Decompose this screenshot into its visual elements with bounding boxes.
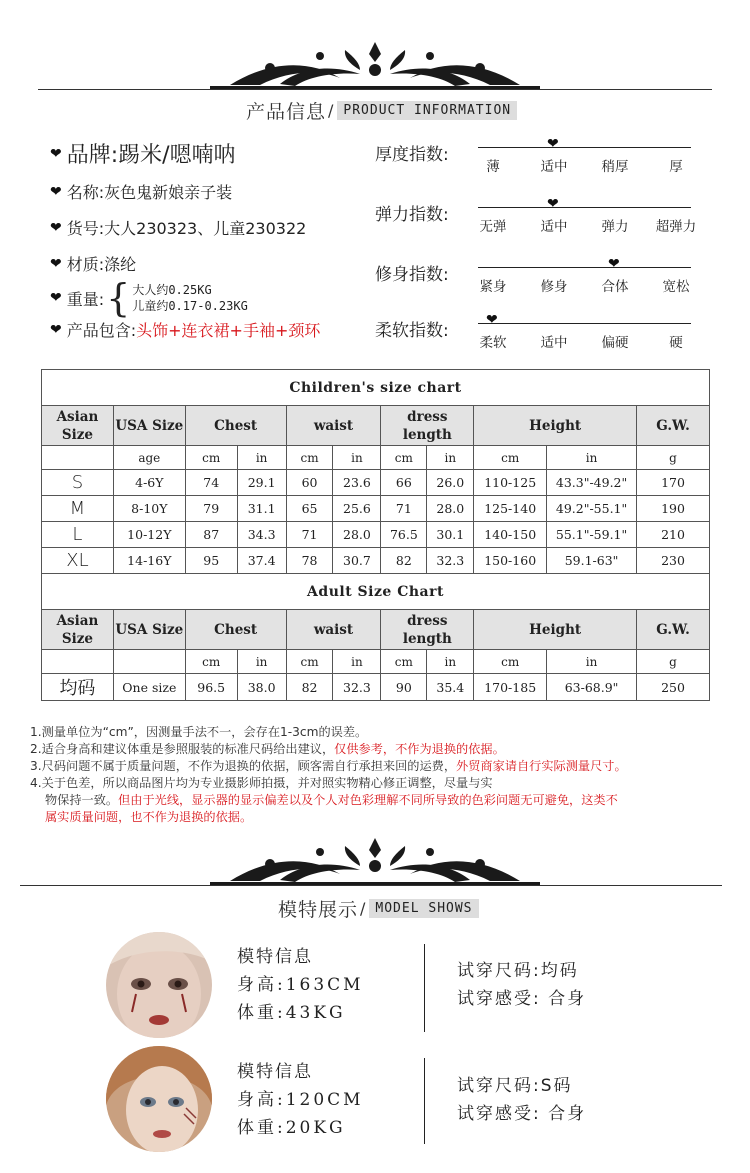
table-cell: 190 (637, 496, 710, 522)
unit-cell (113, 650, 185, 674)
scale-option: 薄 (486, 159, 500, 175)
table-cell: 74 (185, 470, 237, 496)
heart-icon: ❤ (50, 255, 62, 272)
note-2: 2.适合身高和建议体重是参照服装的标准尺码给出建议，仅供参考，不作为退换的依据。 (30, 742, 505, 756)
table-cell: 55.1"-59.1" (547, 522, 637, 548)
fit-feel: 试穿感受: 合身 (457, 1104, 587, 1124)
weight-row: ❤ 重量: { 大人约0.25KG 儿童约0.17-0.23KG (50, 276, 248, 320)
unit-cell: cm (286, 650, 333, 674)
unit-cell: cm (185, 650, 237, 674)
table-cell: 71 (286, 522, 333, 548)
model-weight: 体重:43KG (237, 1003, 346, 1023)
table-cell: 59.1-63" (547, 548, 637, 574)
scale-option: 厚 (669, 159, 683, 175)
scale-title: 修身指数: (375, 265, 449, 285)
scale-option: 修身 (540, 279, 568, 295)
heart-marker-icon: ❤ (608, 256, 620, 272)
table-cell: 35.4 (427, 674, 474, 701)
table-row (42, 496, 710, 522)
scale-option: 柔软 (479, 335, 507, 351)
heart-icon: ❤ (50, 321, 62, 338)
model-height: 身高:163CM (237, 975, 364, 995)
scale-title: 柔软指数: (375, 321, 449, 341)
table-cell: 30.7 (333, 548, 381, 574)
model-shows-title: 模特展示 / MODEL SHOWS (278, 895, 479, 922)
table-cell: 31.1 (237, 496, 286, 522)
scale-line (478, 147, 691, 148)
size-cell: XL (42, 548, 114, 574)
table-cell: 4-6Y (113, 470, 185, 496)
table-cell: 78 (286, 548, 333, 574)
size-cell: L (42, 522, 114, 548)
table-cell: 23.6 (333, 470, 381, 496)
model-photo-adult (106, 932, 212, 1038)
table-cell: 170 (637, 470, 710, 496)
table-cell: 30.1 (427, 522, 474, 548)
table-cell: 49.2"-55.1" (547, 496, 637, 522)
table-cell: 82 (286, 674, 333, 701)
table-cell: 95 (185, 548, 237, 574)
heart-icon: ❤ (50, 145, 62, 162)
divider-line (424, 944, 425, 1032)
sku-row: ❤ 货号: 大人230323、儿童230322 (50, 219, 307, 238)
scale-1 (375, 136, 705, 190)
table-cell: 8-10Y (113, 496, 185, 522)
table-cell: 76.5 (381, 522, 427, 548)
table-cell: 125-140 (474, 496, 547, 522)
adult-chart-caption: Adult Size Chart (42, 574, 710, 610)
table-cell: 110-125 (474, 470, 547, 496)
unit-cell: in (547, 650, 637, 674)
scale-2 (375, 196, 705, 250)
table-cell: 28.0 (333, 522, 381, 548)
scale-line (478, 323, 691, 324)
table-row (42, 674, 710, 701)
table-cell: 10-12Y (113, 522, 185, 548)
table-cell: 32.3 (427, 548, 474, 574)
table-cell: 210 (637, 522, 710, 548)
table-cell: 90 (381, 674, 427, 701)
table-cell: 250 (637, 674, 710, 701)
table-cell: 43.3"-49.2" (547, 470, 637, 496)
heart-marker-icon: ❤ (486, 312, 498, 328)
table-cell: 87 (185, 522, 237, 548)
fit-size: 试穿尺码:均码 (457, 961, 579, 981)
model-info-title: 模特信息 (237, 947, 313, 967)
scale-option: 适中 (540, 335, 568, 351)
heart-marker-icon: ❤ (547, 136, 559, 152)
children-chart-caption: Children's size chart (42, 370, 710, 406)
unit-cell: cm (381, 446, 427, 470)
table-cell: 32.3 (333, 674, 381, 701)
size-cell: M (42, 496, 114, 522)
table-cell: 66 (381, 470, 427, 496)
heart-icon: ❤ (50, 290, 62, 306)
table-row (42, 470, 710, 496)
fit-feel: 试穿感受: 合身 (457, 989, 587, 1009)
size-cell: 均码 (42, 674, 114, 701)
table-cell: 230 (637, 548, 710, 574)
table-cell: 71 (381, 496, 427, 522)
table-cell: 79 (185, 496, 237, 522)
top-ornament (210, 40, 540, 90)
unit-cell: g (637, 446, 710, 470)
scale-option: 硬 (669, 335, 683, 351)
unit-cell: in (333, 446, 381, 470)
scale-option: 适中 (540, 159, 568, 175)
unit-cell: in (333, 650, 381, 674)
model-info-title: 模特信息 (237, 1062, 313, 1082)
note-3: 3.尺码问题不属于质量问题，不作为退换的依据，顾客需自行承担来回的运费，外贸商家请自行实际测量尺寸。 (30, 759, 627, 773)
scale-option: 无弹 (479, 219, 507, 235)
unit-cell: in (427, 446, 474, 470)
unit-cell: in (237, 446, 286, 470)
model-card-2 (0, 1046, 750, 1158)
table-cell: 37.4 (237, 548, 286, 574)
heart-icon: ❤ (50, 183, 62, 200)
weight-child: 儿童约0.17-0.23KG (132, 299, 248, 313)
brand-row: ❤ 品牌: 踢米/嗯喃呐 (50, 143, 236, 168)
heart-icon: ❤ (50, 219, 62, 236)
size-cell: S (42, 470, 114, 496)
name-row: ❤ 名称: 灰色鬼新娘亲子装 (50, 183, 233, 202)
middle-ornament (210, 836, 540, 886)
note-1: 1.测量单位为“cm”，因测量手法不一，会存在1-3cm的误差。 (30, 725, 368, 739)
fit-size: 试穿尺码:S码 (457, 1076, 573, 1096)
children-size-chart: Children's size chart Asian Size USA Size Chest waist dress length Height G.W. age cm in cm in cm in cm in g S 4-6Y 74 29.1 60 23.6 66 26.0 110-125 43.3"-49.2" 170 M 8-10Y 79 31.1 65 25.6 71 28.0 125-140 49.2"-55.1" 190 L 10-12Y 87 34.3 71 28.0 76.5 30.1 140-150 55.1"-59.1" 210 XL 14-16Y 95 37.4 78 30.7 82 32.3 150-160 59.1-63" 230 Adult Size Chart Asian Size USA Size Chest waist dress length Height G.W. cm in cm in cm in cm in g 均码 One size 96.5 38.0 82 32.3 90 35.4 170-185 63-68.9" 250 (41, 369, 710, 701)
table-cell: 82 (381, 548, 427, 574)
scale-option: 适中 (540, 219, 568, 235)
scale-option: 紧身 (479, 279, 507, 295)
table-cell: 28.0 (427, 496, 474, 522)
unit-cell: cm (474, 446, 547, 470)
middle-divider (20, 885, 722, 886)
model-weight: 体重:20KG (237, 1118, 346, 1138)
scale-line (478, 267, 691, 268)
table-cell: 14-16Y (113, 548, 185, 574)
table-cell: 63-68.9" (547, 674, 637, 701)
heart-marker-icon: ❤ (547, 196, 559, 212)
table-cell: 65 (286, 496, 333, 522)
scale-option: 合体 (601, 279, 629, 295)
material-row: ❤ 材质: 涤纶 (50, 255, 137, 274)
table-cell: One size (113, 674, 185, 701)
scale-option: 偏硬 (601, 335, 629, 351)
top-divider (38, 89, 712, 90)
model-height: 身高:120CM (237, 1090, 364, 1110)
table-row (42, 548, 710, 574)
scale-title: 厚度指数: (375, 145, 449, 165)
scale-option: 宽松 (662, 279, 690, 295)
unit-cell: in (237, 650, 286, 674)
table-cell: 25.6 (333, 496, 381, 522)
product-info-title: 产品信息 / PRODUCT INFORMATION (246, 97, 517, 124)
unit-cell: cm (381, 650, 427, 674)
table-cell: 170-185 (474, 674, 547, 701)
unit-cell: age (113, 446, 185, 470)
table-cell: 29.1 (237, 470, 286, 496)
scale-3 (375, 256, 705, 310)
size-notes: 1.测量单位为“cm”，因测量手法不一，会存在1-3cm的误差。 2.适合身高和建议体重是参照服装的标准尺码给出建议，仅供参考，不作为退换的依据。 3.尺码问题不属于质量问题，不作为退换的依据，顾客需自行承担来回的运费，外贸商家请自行实际测量尺寸。 4.关于色差，所以商品图片均为专业摄影师拍摄，并对照实物精心修正调整，尽量与实 物保持一致。但由于光线，显示器的显示偏差以及个人对色彩理解不同所导致的色彩问题无可避免，这类不 属实质量问题，也不作为退换的依据。 (30, 724, 745, 826)
table-cell: 38.0 (237, 674, 286, 701)
scale-option: 稍厚 (601, 159, 629, 175)
model-card-1 (0, 930, 750, 1042)
scale-option: 弹力 (601, 219, 629, 235)
note-4: 4.关于色差，所以商品图片均为专业摄影师拍摄，并对照实物精心修正调整，尽量与实 (30, 776, 493, 790)
scale-4 (375, 312, 705, 366)
package-row: ❤ 产品包含: 头饰+连衣裙+手袖+颈环 (50, 321, 321, 340)
unit-cell: cm (286, 446, 333, 470)
divider-line (424, 1058, 425, 1144)
unit-cell: g (637, 650, 710, 674)
unit-cell: in (547, 446, 637, 470)
model-photo-child (106, 1046, 212, 1152)
table-cell: 150-160 (474, 548, 547, 574)
table-cell: 60 (286, 470, 333, 496)
table-cell: 34.3 (237, 522, 286, 548)
weight-adult: 大人约0.25KG (132, 283, 212, 297)
table-cell: 26.0 (427, 470, 474, 496)
table-row (42, 522, 710, 548)
unit-cell: cm (185, 446, 237, 470)
scale-option: 超弹力 (655, 219, 697, 235)
table-cell: 96.5 (185, 674, 237, 701)
unit-cell: in (427, 650, 474, 674)
table-cell: 140-150 (474, 522, 547, 548)
scale-title: 弹力指数: (375, 205, 449, 225)
scale-line (478, 207, 691, 208)
unit-cell: cm (474, 650, 547, 674)
